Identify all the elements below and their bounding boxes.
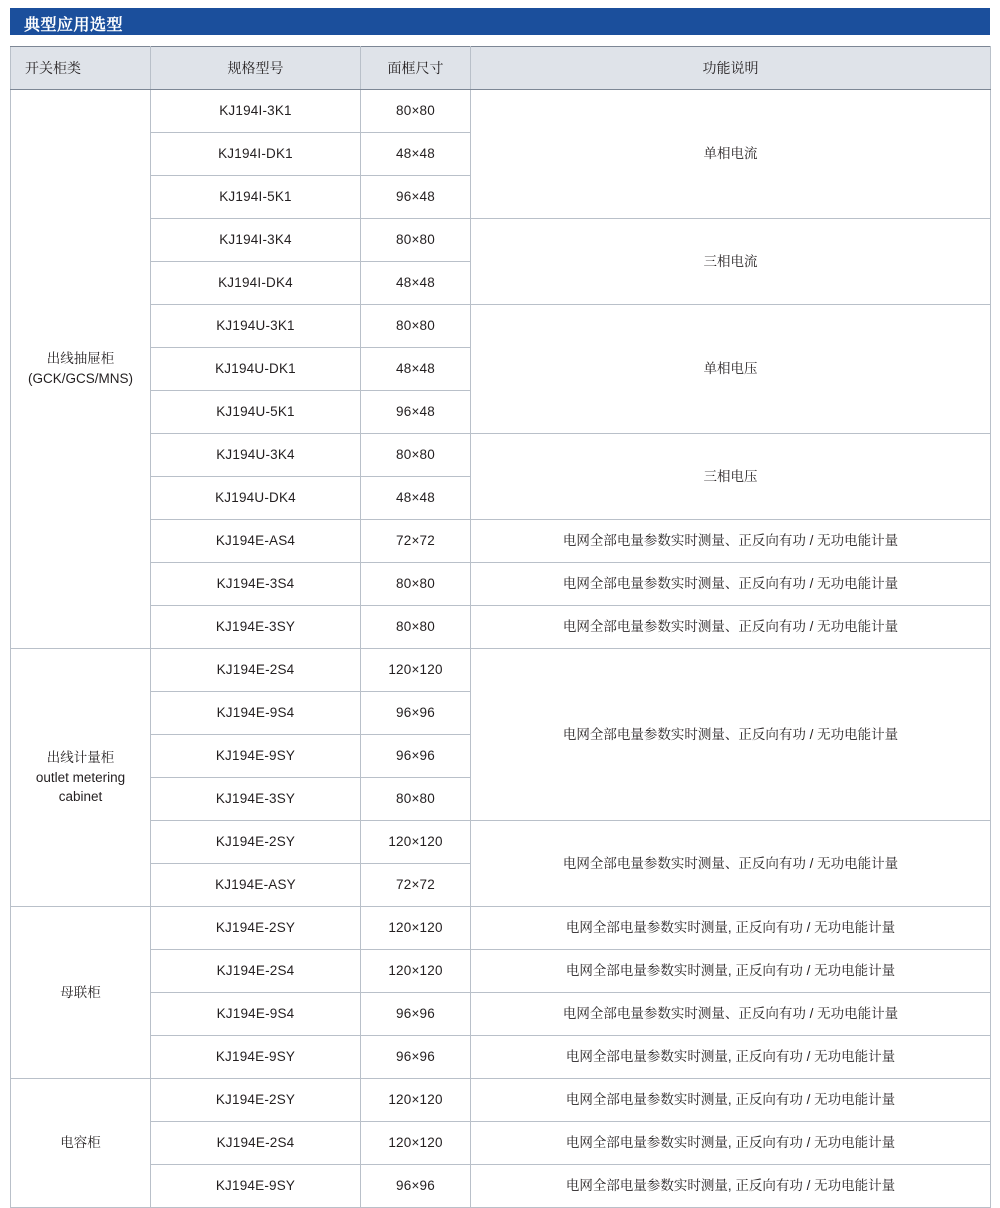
section-title-bar: [10, 8, 990, 38]
panel-size-cell: 120×120: [361, 1122, 471, 1165]
table-row: [11, 563, 991, 606]
model-cell: KJ194U-DK4: [151, 477, 361, 520]
cabinet-category-line: 出线抽屉柜: [46, 351, 115, 367]
function-description-cell: 电网全部电量参数实时测量、正反向有功 / 无功电能计量: [471, 606, 991, 649]
function-description-cell: 电网全部电量参数实时测量, 正反向有功 / 无功电能计量: [471, 1122, 991, 1165]
panel-size-cell: 80×80: [361, 606, 471, 649]
panel-size-cell: 72×72: [361, 520, 471, 563]
cabinet-category-line: 出线计量柜: [46, 750, 115, 766]
panel-size-cell: 80×80: [361, 219, 471, 262]
model-cell: KJ194E-9S4: [151, 692, 361, 735]
col-header-function: 功能说明: [471, 47, 991, 90]
cabinet-category-line: 电容柜: [60, 1135, 101, 1151]
model-cell: KJ194I-3K1: [151, 90, 361, 133]
panel-size-cell: 120×120: [361, 649, 471, 692]
model-cell: KJ194I-DK1: [151, 133, 361, 176]
table-row: [11, 907, 991, 950]
function-description-cell: 电网全部电量参数实时测量, 正反向有功 / 无功电能计量: [471, 1036, 991, 1079]
function-description-cell: 电网全部电量参数实时测量, 正反向有功 / 无功电能计量: [471, 1079, 991, 1122]
table-header-row: [11, 47, 991, 90]
model-cell: KJ194U-3K1: [151, 305, 361, 348]
panel-size-cell: 48×48: [361, 348, 471, 391]
cabinet-category-line: outlet metering: [35, 769, 126, 785]
model-cell: KJ194E-9SY: [151, 735, 361, 778]
function-description-cell: 电网全部电量参数实时测量, 正反向有功 / 无功电能计量: [471, 1165, 991, 1208]
cabinet-category-cell: [11, 90, 151, 649]
model-cell: KJ194E-2SY: [151, 907, 361, 950]
cabinet-category-line: 母联柜: [60, 984, 101, 1000]
model-cell: KJ194E-2SY: [151, 1079, 361, 1122]
function-description-cell: 单相电流: [471, 90, 991, 219]
panel-size-cell: 96×96: [361, 1036, 471, 1079]
function-description-cell: 电网全部电量参数实时测量, 正反向有功 / 无功电能计量: [471, 950, 991, 993]
table-row: [11, 1165, 991, 1208]
cabinet-category-cell: [11, 649, 151, 907]
table-row: [11, 1079, 991, 1122]
model-cell: KJ194E-9SY: [151, 1036, 361, 1079]
panel-size-cell: 96×96: [361, 692, 471, 735]
function-description-cell: 三相电压: [471, 434, 991, 520]
panel-size-cell: 96×96: [361, 735, 471, 778]
model-cell: KJ194E-3S4: [151, 563, 361, 606]
page-root: [0, 8, 1000, 1197]
table-row: [11, 434, 991, 477]
panel-size-cell: 80×80: [361, 563, 471, 606]
col-header-category: 开关柜类: [11, 47, 151, 90]
title-bar-fill: [10, 8, 990, 35]
table-row: [11, 821, 991, 864]
table-row: [11, 90, 991, 133]
function-description-cell: 电网全部电量参数实时测量、正反向有功 / 无功电能计量: [471, 993, 991, 1036]
table-row: [11, 606, 991, 649]
panel-size-cell: 96×48: [361, 176, 471, 219]
panel-size-cell: 120×120: [361, 950, 471, 993]
cabinet-category-line: (GCK/GCS/MNS): [27, 371, 133, 386]
panel-size-cell: 48×48: [361, 477, 471, 520]
function-description-cell: 电网全部电量参数实时测量、正反向有功 / 无功电能计量: [471, 649, 991, 821]
panel-size-cell: 48×48: [361, 262, 471, 305]
panel-size-cell: 96×96: [361, 993, 471, 1036]
model-cell: KJ194E-9SY: [151, 1165, 361, 1208]
function-description-cell: 电网全部电量参数实时测量, 正反向有功 / 无功电能计量: [471, 907, 991, 950]
model-cell: KJ194E-2S4: [151, 649, 361, 692]
table-row: [11, 219, 991, 262]
spec-table-wrapper: [10, 46, 990, 1208]
model-cell: KJ194I-5K1: [151, 176, 361, 219]
table-row: [11, 993, 991, 1036]
model-cell: KJ194I-3K4: [151, 219, 361, 262]
model-cell: KJ194E-3SY: [151, 778, 361, 821]
table-row: [11, 1036, 991, 1079]
model-cell: KJ194U-DK1: [151, 348, 361, 391]
cabinet-category-cell: [11, 1079, 151, 1208]
model-cell: KJ194I-DK4: [151, 262, 361, 305]
model-cell: KJ194E-2S4: [151, 1122, 361, 1165]
table-row: [11, 950, 991, 993]
table-row: [11, 649, 991, 692]
model-cell: KJ194E-AS4: [151, 520, 361, 563]
col-header-size: 面框尺寸: [361, 47, 471, 90]
model-cell: KJ194U-5K1: [151, 391, 361, 434]
model-cell: KJ194E-ASY: [151, 864, 361, 907]
cabinet-category-line: cabinet: [58, 789, 103, 805]
panel-size-cell: 96×96: [361, 1165, 471, 1208]
function-description-cell: 电网全部电量参数实时测量、正反向有功 / 无功电能计量: [471, 563, 991, 606]
table-row: [11, 1122, 991, 1165]
model-cell: KJ194E-2SY: [151, 821, 361, 864]
panel-size-cell: 80×80: [361, 305, 471, 348]
table-row: [11, 305, 991, 348]
table-head: [11, 47, 991, 90]
function-description-cell: 电网全部电量参数实时测量、正反向有功 / 无功电能计量: [471, 821, 991, 907]
table-body: [11, 90, 991, 1208]
panel-size-cell: 80×80: [361, 778, 471, 821]
panel-size-cell: 80×80: [361, 90, 471, 133]
function-description-cell: 电网全部电量参数实时测量、正反向有功 / 无功电能计量: [471, 520, 991, 563]
panel-size-cell: 80×80: [361, 434, 471, 477]
panel-size-cell: 48×48: [361, 133, 471, 176]
col-header-model: 规格型号: [151, 47, 361, 90]
function-description-cell: 单相电压: [471, 305, 991, 434]
panel-size-cell: 120×120: [361, 907, 471, 950]
panel-size-cell: 96×48: [361, 391, 471, 434]
panel-size-cell: 120×120: [361, 1079, 471, 1122]
spec-table: [10, 46, 991, 1208]
function-description-cell: 三相电流: [471, 219, 991, 305]
model-cell: KJ194E-9S4: [151, 993, 361, 1036]
page-title: 典型应用选型: [24, 16, 124, 34]
model-cell: KJ194U-3K4: [151, 434, 361, 477]
table-row: [11, 520, 991, 563]
model-cell: KJ194E-2S4: [151, 950, 361, 993]
cabinet-category-cell: [11, 907, 151, 1079]
panel-size-cell: 120×120: [361, 821, 471, 864]
panel-size-cell: 72×72: [361, 864, 471, 907]
model-cell: KJ194E-3SY: [151, 606, 361, 649]
